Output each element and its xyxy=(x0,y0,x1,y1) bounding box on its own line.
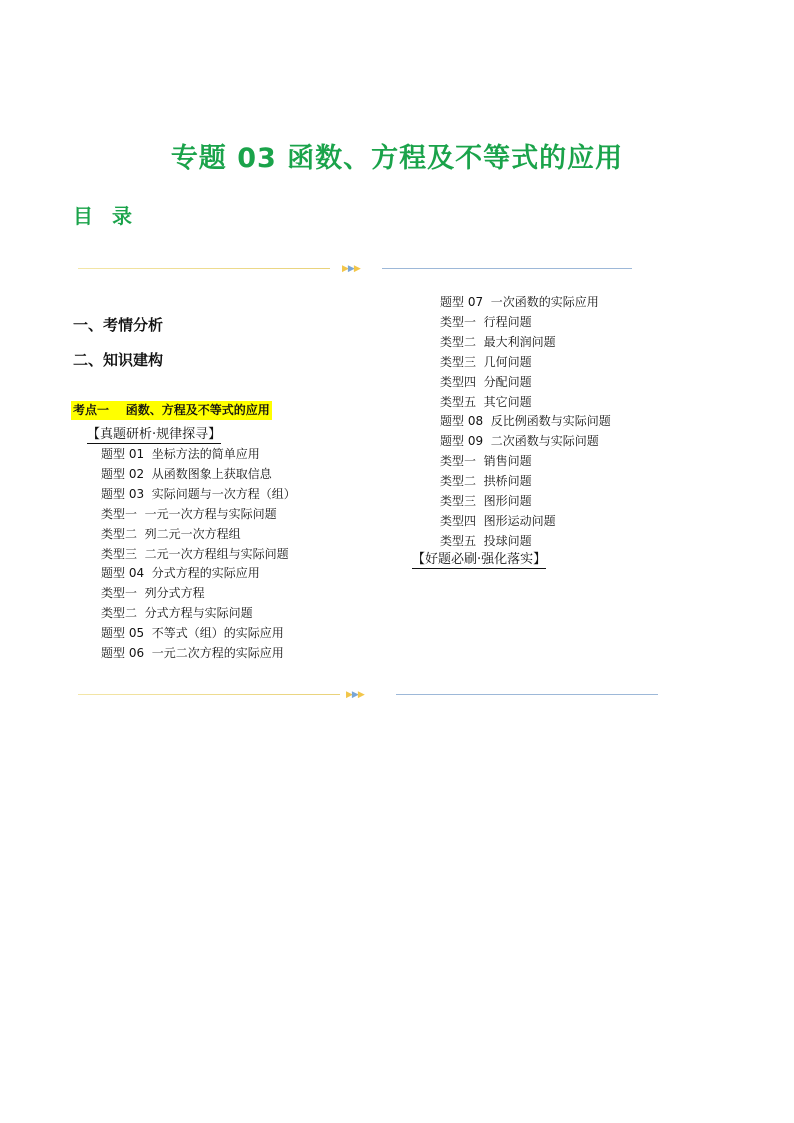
divider-arrows-icon: ▶▶▶ xyxy=(346,690,364,700)
toc-entry: 题型 07 一次函数的实际应用 xyxy=(440,295,599,309)
toc-entry: 类型二 拱桥问题 xyxy=(440,474,532,489)
toc-entry: 题型 01 坐标方法的简单应用 xyxy=(101,447,260,461)
toc-entry: 类型五 投球问题 xyxy=(440,533,532,548)
toc-entry: 题型 09 二次函数与实际问题 xyxy=(440,434,599,449)
toc-heading: 目 录 xyxy=(73,204,138,228)
bottom-divider xyxy=(78,690,660,700)
page-title: 专题 03 函数、方程及不等式的应用 xyxy=(170,143,624,174)
toc-entry: 类型二 分式方程与实际问题 xyxy=(101,606,253,621)
toc-entry: 类型三 几何问题 xyxy=(440,354,532,369)
toc-entry: 类型二 最大利润问题 xyxy=(440,334,556,349)
bracket-practice: 【好题必刷·强化落实】 xyxy=(412,552,547,567)
bracket-real-exam: 【真题研析·规律探寻】 xyxy=(87,427,222,442)
toc-entry: 类型四 分配问题 xyxy=(440,374,532,389)
toc-entry: 类型一 一元一次方程与实际问题 xyxy=(101,506,277,521)
toc-entry: 题型 04 分式方程的实际应用 xyxy=(101,566,260,581)
toc-entry: 类型三 二元一次方程组与实际问题 xyxy=(101,546,289,561)
toc-entry: 题型 02 从函数图象上获取信息 xyxy=(101,466,272,481)
toc-entry: 题型 06 一元二次方程的实际应用 xyxy=(101,646,284,660)
divider-line-left xyxy=(78,694,340,695)
toc-entry: 类型四 图形运动问题 xyxy=(440,513,556,528)
toc-entry: 题型 03 实际问题与一次方程（组） xyxy=(101,486,296,501)
toc-entry: 类型三 图形问题 xyxy=(440,494,532,508)
divider-line-right xyxy=(382,268,632,269)
toc-entry: 类型一 行程问题 xyxy=(440,314,532,329)
kaodian-highlight: 考点一 函数、方程及不等式的应用 xyxy=(71,401,272,420)
toc-entry: 题型 08 反比例函数与实际问题 xyxy=(440,414,611,429)
toc-entry: 题型 05 不等式（组）的实际应用 xyxy=(101,626,284,641)
toc-entry: 类型五 其它问题 xyxy=(440,394,532,409)
divider-line-right xyxy=(396,694,658,695)
section-knowledge: 二、知识建构 xyxy=(73,351,164,369)
top-divider xyxy=(78,264,638,274)
toc-entry: 类型一 列分式方程 xyxy=(101,586,205,601)
divider-arrows-icon: ▶▶▶ xyxy=(342,264,360,274)
section-analysis: 一、考情分析 xyxy=(73,316,164,334)
toc-entry: 类型二 列二元一次方程组 xyxy=(101,526,241,541)
divider-line-left xyxy=(78,268,330,269)
toc-entry: 类型一 销售问题 xyxy=(440,454,532,469)
